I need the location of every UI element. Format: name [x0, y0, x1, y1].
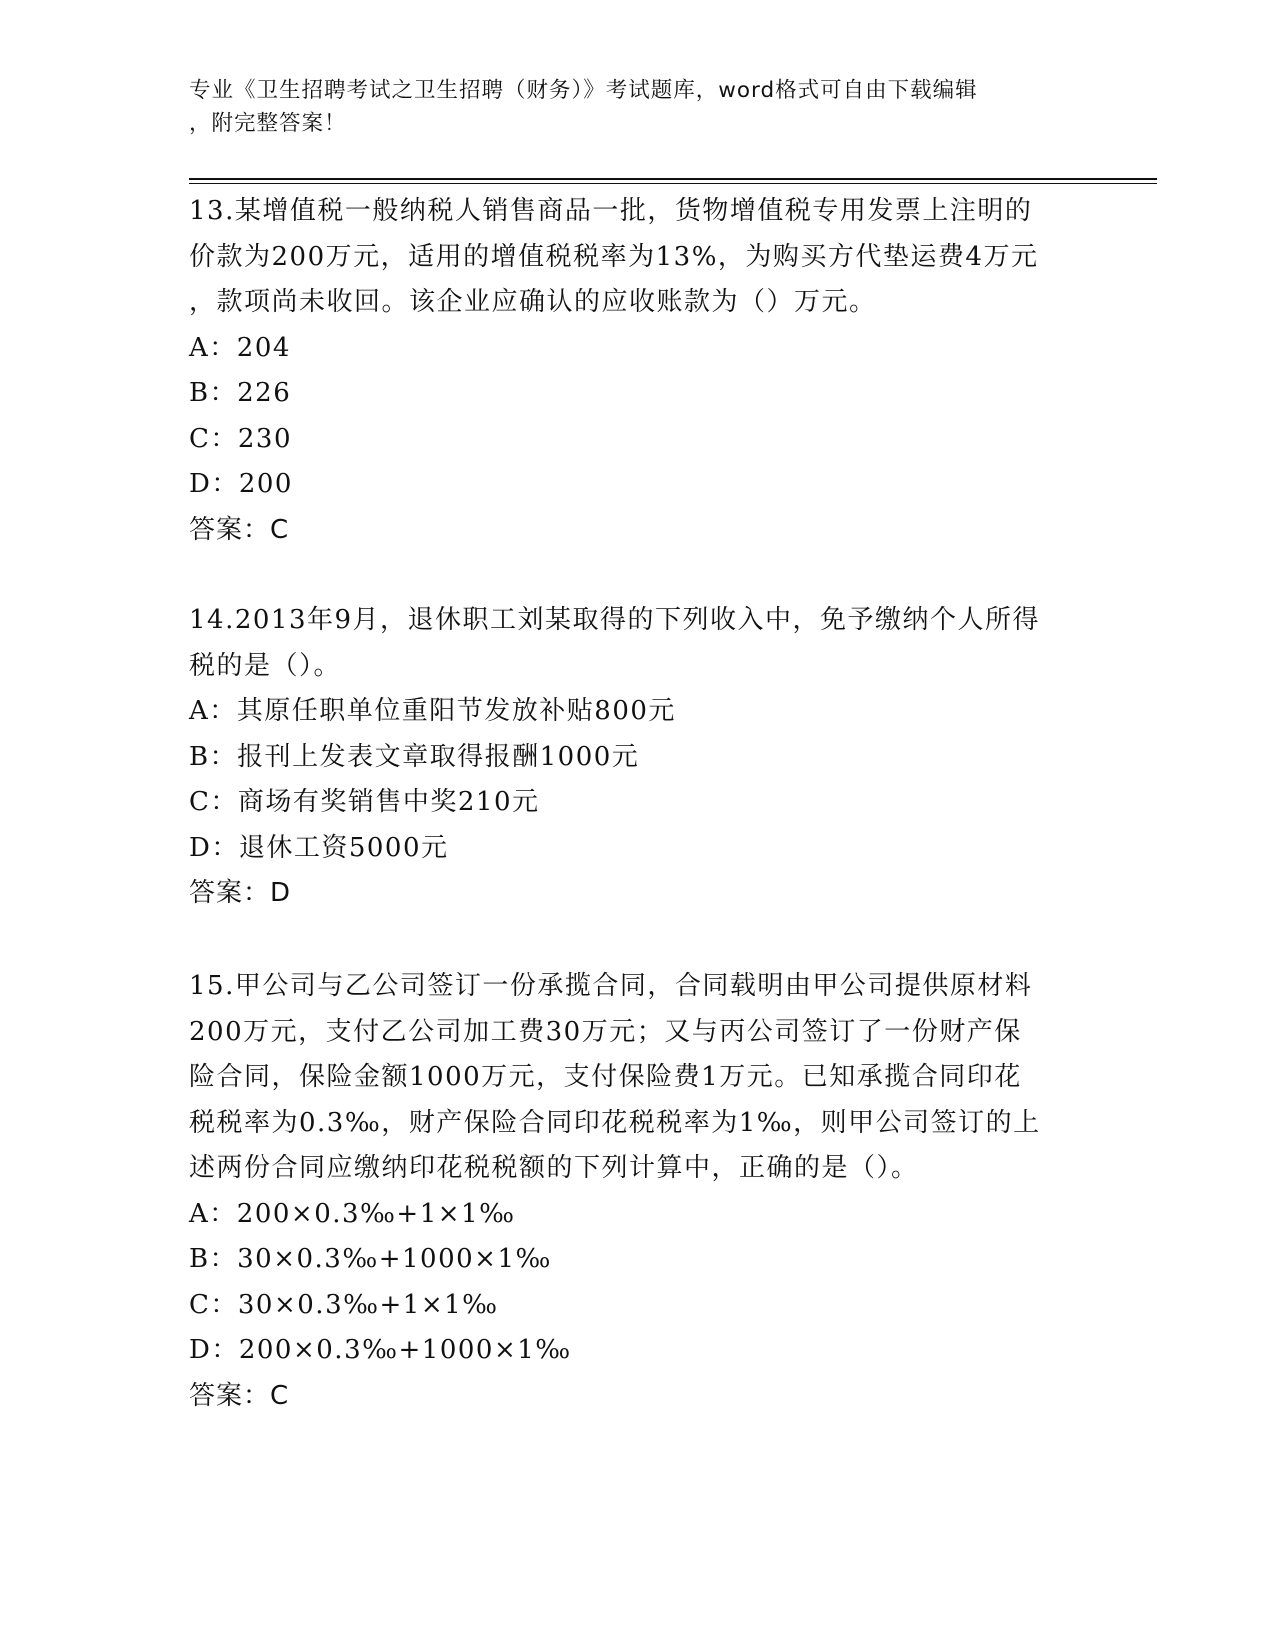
answer: 答案：C: [189, 514, 290, 545]
question-text: 14.2013年9月，退休职工刘某取得的下列收入中，免予缴纳个人所得 税的是（）。: [189, 605, 1041, 681]
option-b: B：30×0.3‰+1000×1‰: [189, 1244, 552, 1274]
option-a: A：204: [189, 332, 291, 363]
option-a: A：其原任职单位重阳节发放补贴800元: [189, 696, 676, 726]
option-d: D：200: [189, 469, 293, 499]
option-b: B：报刊上发表文章取得报酬1000元: [189, 741, 640, 772]
question-15: [189, 964, 1089, 1419]
document-header: 专业《卫生招聘考试之卫生招聘（财务）》考试题库，word格式可自由下载编辑 ，附完整答案！: [189, 78, 978, 136]
option-b: B：226: [189, 378, 292, 408]
answer: 答案：C: [189, 1380, 290, 1411]
option-c: C：230: [189, 423, 293, 454]
header-divider-thin: [189, 183, 1157, 184]
question-13: [189, 189, 1089, 553]
question-text: 13.某增值税一般纳税人销售商品一批，货物增值税专用发票上注明的 价款为200万元，适用的增值税税率为13%，为购买方代垫运费4万元 ，款项尚未收回。该企业应确认的应收账款为（）万元。: [189, 196, 1039, 317]
option-c: C：30×0.3‰+1×1‰: [189, 1289, 499, 1320]
question-14: [189, 598, 1089, 917]
option-d: D：退休工资5000元: [189, 832, 449, 863]
option-a: A：200×0.3‰+1×1‰: [189, 1198, 516, 1229]
answer: 答案：D: [189, 878, 292, 908]
question-text: 15.甲公司与乙公司签订一份承揽合同，合同载明由甲公司提供原材料 200万元，支付乙公司加工费30万元；又与丙公司签订了一份财产保 险合同，保险金额1000万元，支付保险费1万元。已知承揽合同印花 税税率为0.3‰，财产保险合同印花税税率为1‰，则甲公司签订的上 述两份合同应缴纳印花税税额的下列计算中，正确的是（）。: [189, 971, 1041, 1183]
option-d: D：200×0.3‰+1000×1‰: [189, 1335, 572, 1365]
header-divider-thick: [189, 178, 1157, 180]
option-c: C：商场有奖销售中奖210元: [189, 787, 540, 817]
